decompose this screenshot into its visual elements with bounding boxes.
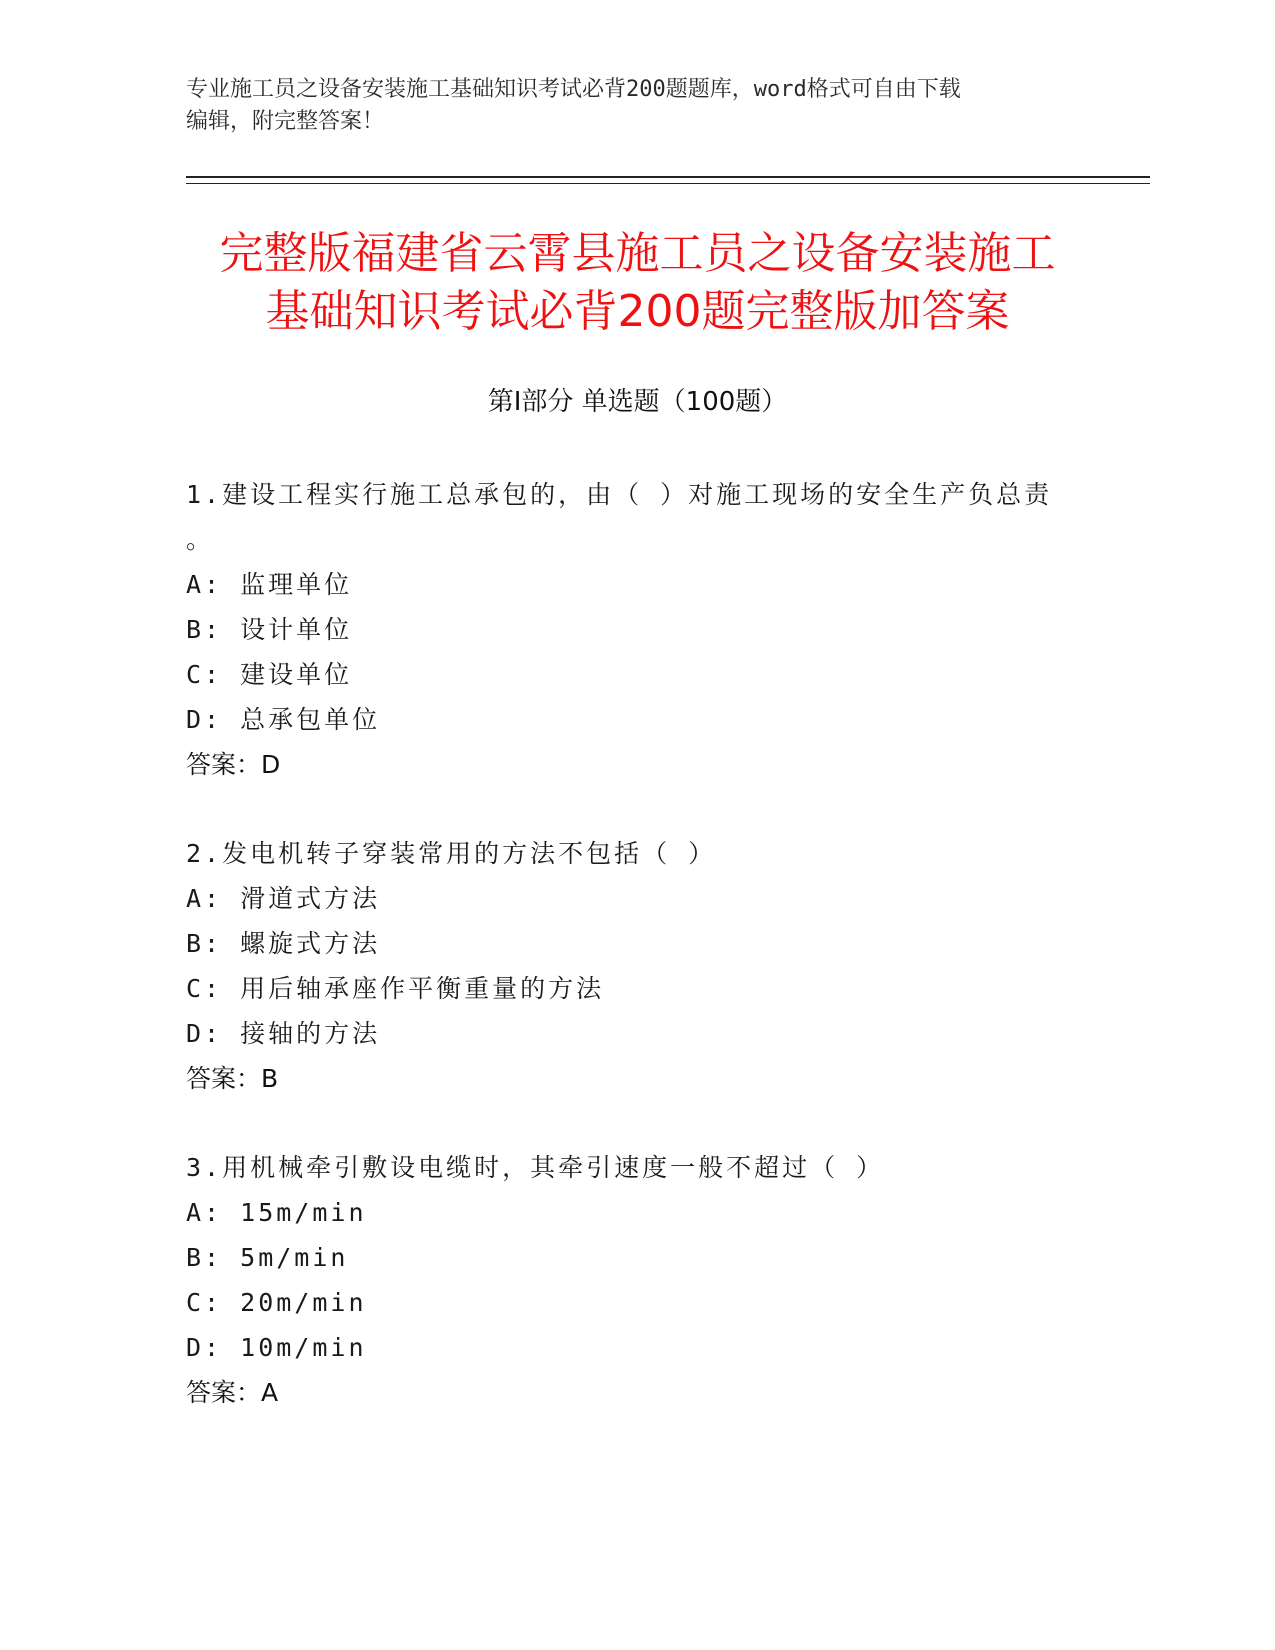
document-title-line-2: 基础知识考试必背200题完整版加答案 (265, 286, 1010, 337)
question-item (186, 831, 1086, 1101)
question-item (186, 472, 1086, 787)
section-heading: 第Ⅰ部分 单选题（100题） (487, 387, 788, 417)
document-title (150, 225, 1125, 341)
option-c: C: 20m/min (186, 1288, 367, 1317)
header-note-line-2: 编辑，附完整答案！ (186, 109, 385, 134)
option-d: D: 接轴的方法 (186, 1019, 381, 1048)
question-text: 3.用机械牵引敷设电缆时，其牵引速度一般不超过（ ） (186, 1153, 885, 1182)
option-b: B: 螺旋式方法 (186, 929, 381, 958)
option-a: A: 滑道式方法 (186, 884, 381, 913)
option-c: C: 用后轴承座作平衡重量的方法 (186, 974, 605, 1003)
option-d: D: 10m/min (186, 1333, 367, 1362)
document-title-line-1: 完整版福建省云霄县施工员之设备安装施工 (219, 228, 1056, 279)
question-list (186, 472, 1086, 1459)
answer-line: 答案：A (186, 1378, 279, 1407)
header-divider-thin (186, 183, 1150, 184)
header-divider-thick (186, 176, 1150, 178)
question-text-continued: 。 (186, 525, 215, 554)
option-b: B: 5m/min (186, 1243, 349, 1272)
answer-line: 答案：D (186, 750, 281, 779)
question-text: 1.建设工程实行施工总承包的，由（ ）对施工现场的安全生产负总责 (186, 480, 1053, 509)
option-c: C: 建设单位 (186, 660, 353, 689)
option-a: A: 监理单位 (186, 570, 353, 599)
question-text: 2.发电机转子穿装常用的方法不包括（ ） (186, 839, 717, 868)
option-b: B: 设计单位 (186, 615, 353, 644)
header-note (186, 74, 1086, 138)
option-a: A: 15m/min (186, 1198, 367, 1227)
answer-line: 答案：B (186, 1064, 279, 1093)
question-item (186, 1145, 1086, 1415)
header-note-line-1: 专业施工员之设备安装施工基础知识考试必背200题题库，word格式可自由下载 (186, 77, 961, 102)
option-d: D: 总承包单位 (186, 705, 381, 734)
